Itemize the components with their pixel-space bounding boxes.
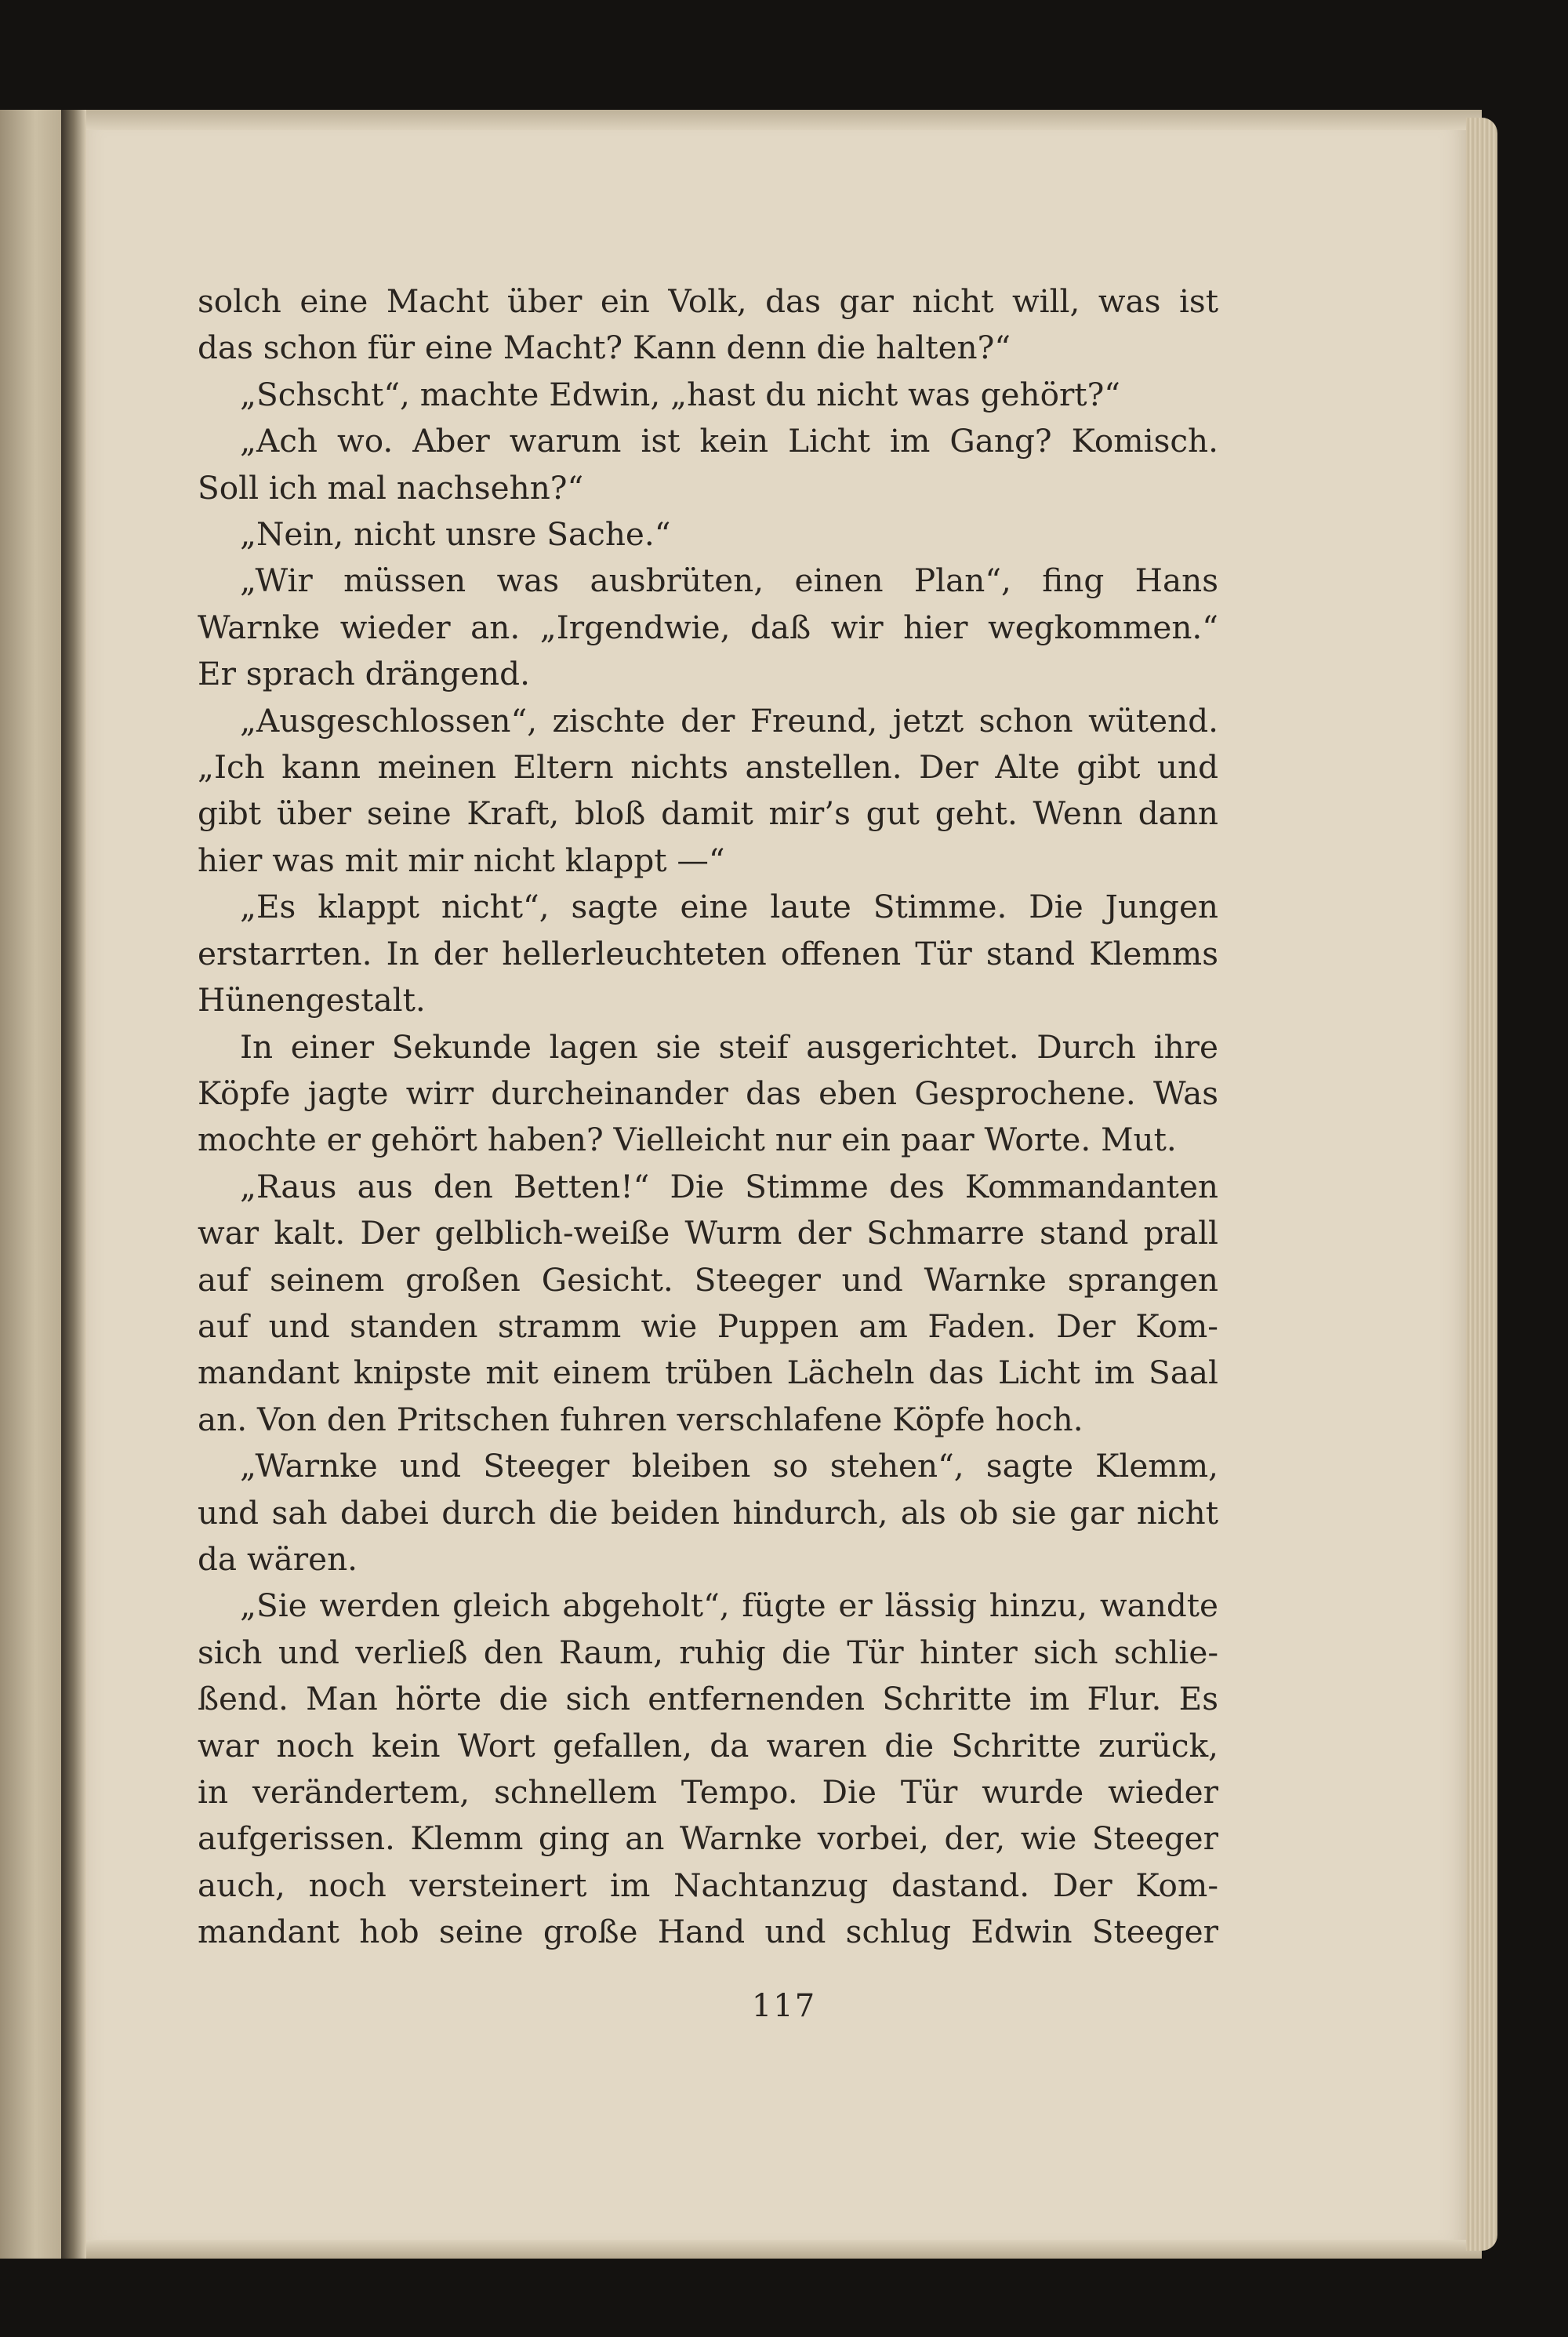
text-line: Soll ich mal nachsehn?“ — [198, 468, 584, 507]
text-line: war kalt. Der gelblich-weiße Wurm der Schmarre stand prall — [198, 1214, 1218, 1252]
text-line: gibt über seine Kraft, bloß damit mir’s gut geht. Wenn dann — [198, 794, 1218, 833]
text-line: „Schscht“, machte Edwin, „hast du nicht was gehört?“ — [240, 375, 1121, 413]
text-line: an. Von den Pritschen fuhren verschlafene Köpfe hoch. — [198, 1400, 1083, 1438]
text-line: Köpfe jagte wirr durcheinander das eben Gesprochene. Was — [198, 1074, 1218, 1112]
book-gutter — [61, 110, 86, 2259]
text-line: ßend. Man hörte die sich entfernenden Schritte im Flur. Es — [198, 1680, 1218, 1718]
page-bottom-edge — [71, 2240, 1482, 2259]
text-line: „Es klappt nicht“, sagte eine laute Stimme. Die Jungen — [240, 888, 1218, 926]
text-line: Hünengestalt. — [198, 981, 426, 1019]
text-line: sich und verließ den Raum, ruhig die Tür hinter sich schlie- — [198, 1633, 1218, 1671]
text-line: „Warnke und Steeger bleiben so stehen“, sagte Klemm, — [240, 1447, 1218, 1485]
page-top-edge — [71, 110, 1482, 130]
text-line: in verändertem, schnellem Tempo. Die Tür wurde wieder — [198, 1773, 1218, 1811]
page-number: 117 — [751, 1988, 817, 2024]
page-fore-edge — [1466, 118, 1497, 2251]
text-line: auf seinem großen Gesicht. Steeger und Warnke sprangen — [198, 1260, 1218, 1299]
text-line: aufgerissen. Klemm ging an Warnke vorbei, der, wie Steeger — [198, 1819, 1218, 1858]
text-line: auf und standen stramm wie Puppen am Faden. Der Kom- — [198, 1307, 1218, 1345]
text-line: das schon für eine Macht? Kann denn die halten?“ — [198, 329, 1011, 367]
text-line: solch eine Macht über ein Volk, das gar nicht will, was ist — [198, 282, 1218, 320]
text-line: In einer Sekunde lagen sie steif ausgerichtet. Durch ihre — [240, 1027, 1218, 1066]
text-line: hier was mit mir nicht klappt —“ — [198, 841, 725, 879]
text-line: da wären. — [198, 1539, 358, 1578]
text-line: „Ich kann meinen Eltern nichts anstellen. Der Alte gibt und — [198, 748, 1218, 787]
text-line: mochte er gehört haben? Vielleicht nur ein paar Worte. Mut. — [198, 1121, 1177, 1159]
text-line: Er sprach drängend. — [198, 655, 530, 693]
text-line: „Nein, nicht unsre Sache.“ — [240, 515, 671, 554]
text-line: „Wir müssen was ausbrüten, einen Plan“, fing Hans — [240, 562, 1218, 600]
text-line: „Ausgeschlossen“, zischte der Freund, jetzt schon wütend. — [240, 701, 1218, 740]
text-line: „Sie werden gleich abgeholt“, fügte er lässig hinzu, wandte — [240, 1586, 1218, 1625]
body-text — [198, 278, 1218, 1956]
text-line: „Ach wo. Aber warum ist kein Licht im Gang? Komisch. — [240, 422, 1218, 460]
text-line: erstarrten. In der hellerleuchteten offenen Tür stand Klemms — [198, 934, 1218, 972]
text-line: auch, noch versteinert im Nachtanzug dastand. Der Kom- — [198, 1866, 1218, 1904]
text-line: mandant hob seine große Hand und schlug Edwin Steeger — [198, 1913, 1218, 1951]
text-line: und sah dabei durch die beiden hindurch, als ob sie gar nicht — [198, 1493, 1218, 1532]
text-line: „Raus aus den Betten!“ Die Stimme des Kommandanten — [240, 1167, 1218, 1205]
text-line: Warnke wieder an. „Irgendwie, daß wir hier wegkommen.“ — [198, 608, 1218, 646]
text-line: war noch kein Wort gefallen, da waren die Schritte zurück, — [198, 1726, 1218, 1765]
text-line: mandant knipste mit einem trüben Lächeln das Licht im Saal — [198, 1354, 1218, 1392]
